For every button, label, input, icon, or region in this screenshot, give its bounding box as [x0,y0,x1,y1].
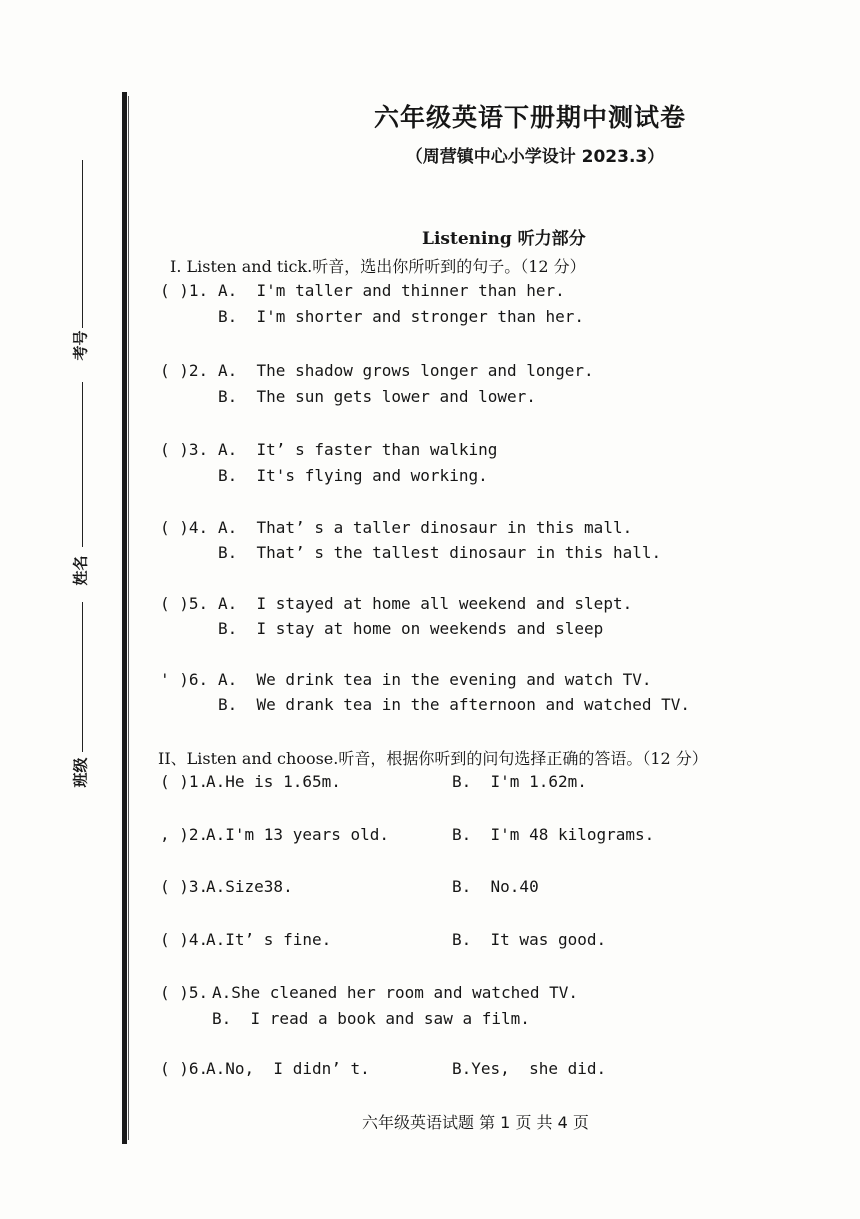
part1-option-a: A. We drink tea in the evening and watch TV. [218,670,652,689]
part1-item-number: ( )4. [160,518,209,537]
part1-option-b: B. It's flying and working. [218,466,488,485]
part2-option-a: A.It’ s fine. [206,930,332,949]
part1-option-a: A. The shadow grows longer and longer. [218,361,594,380]
name-line [82,382,83,547]
part2-option-a: A.She cleaned her room and watched TV. [212,983,579,1002]
part2-option-b: B. I'm 1.62m. [452,772,587,791]
part1-option-a: A. That’ s a taller dinosaur in this mall. [218,518,633,537]
part1-option-a: A. It’ s faster than walking [218,440,498,459]
page-footer: 六年级英语试题 第 1 页 共 4 页 [362,1113,589,1132]
binding-bar [122,92,127,1144]
page-subtitle: （周营镇中心小学设计 2023.3） [405,147,665,167]
part2-option-b: B. I read a book and saw a film. [212,1009,530,1028]
part1-item-number: ( )3. [160,440,209,459]
part1-item-number: ' )6. [160,670,209,689]
part2-option-a: A.No, I didn’ t. [206,1059,370,1078]
part2-item-number: ( )6. [160,1059,209,1078]
part1-option-a: A. I stayed at home all weekend and slept. [218,594,633,613]
part1-option-b: B. The sun gets lower and lower. [218,387,536,406]
part1-option-b: B. I stay at home on weekends and sleep [218,619,604,638]
part2-instruction: II、Listen and choose.听音，根据你听到的问句选择正确的答语。（12 分） [158,749,708,768]
part2-option-a: A.He is 1.65m. [206,772,341,791]
part2-option-b: B.Yes, she did. [452,1059,607,1078]
part2-option-b: B. I'm 48 kilograms. [452,825,655,844]
listening-heading: Listening 听力部分 [422,229,586,249]
part1-item-number: ( )5. [160,594,209,613]
part2-item-number: ( )1. [160,772,209,791]
page-title: 六年级英语下册期中测试卷 [373,103,686,132]
part1-option-b: B. That’ s the tallest dinosaur in this hall. [218,543,662,562]
part2-option-a: A.Size38. [206,877,293,896]
binding-bar-inner [128,96,129,1140]
part1-option-b: B. I'm shorter and stronger than her. [218,307,585,326]
part1-item-number: ( )1. [160,281,209,300]
part2-item-number: ( )4. [160,930,209,949]
part2-item-number: ( )3. [160,877,209,896]
part2-item-number: ( )5. [160,983,209,1002]
name-label: 姓名 [71,555,90,586]
class-label: 班级 [71,757,90,788]
part2-item-number: , )2. [160,825,209,844]
exam-no-label: 考号 [71,330,90,361]
part1-option-a: A. I'm taller and thinner than her. [218,281,565,300]
part2-option-b: B. No.40 [452,877,539,896]
part2-option-a: A.I'm 13 years old. [206,825,390,844]
part1-instruction: I. Listen and tick.听音，选出你所听到的句子。（12 分） [170,257,586,276]
class-line [82,602,83,752]
part2-option-b: B. It was good. [452,930,607,949]
part1-item-number: ( )2. [160,361,209,380]
part1-option-b: B. We drank tea in the afternoon and watched TV. [218,695,691,714]
exam-no-line [82,160,83,328]
